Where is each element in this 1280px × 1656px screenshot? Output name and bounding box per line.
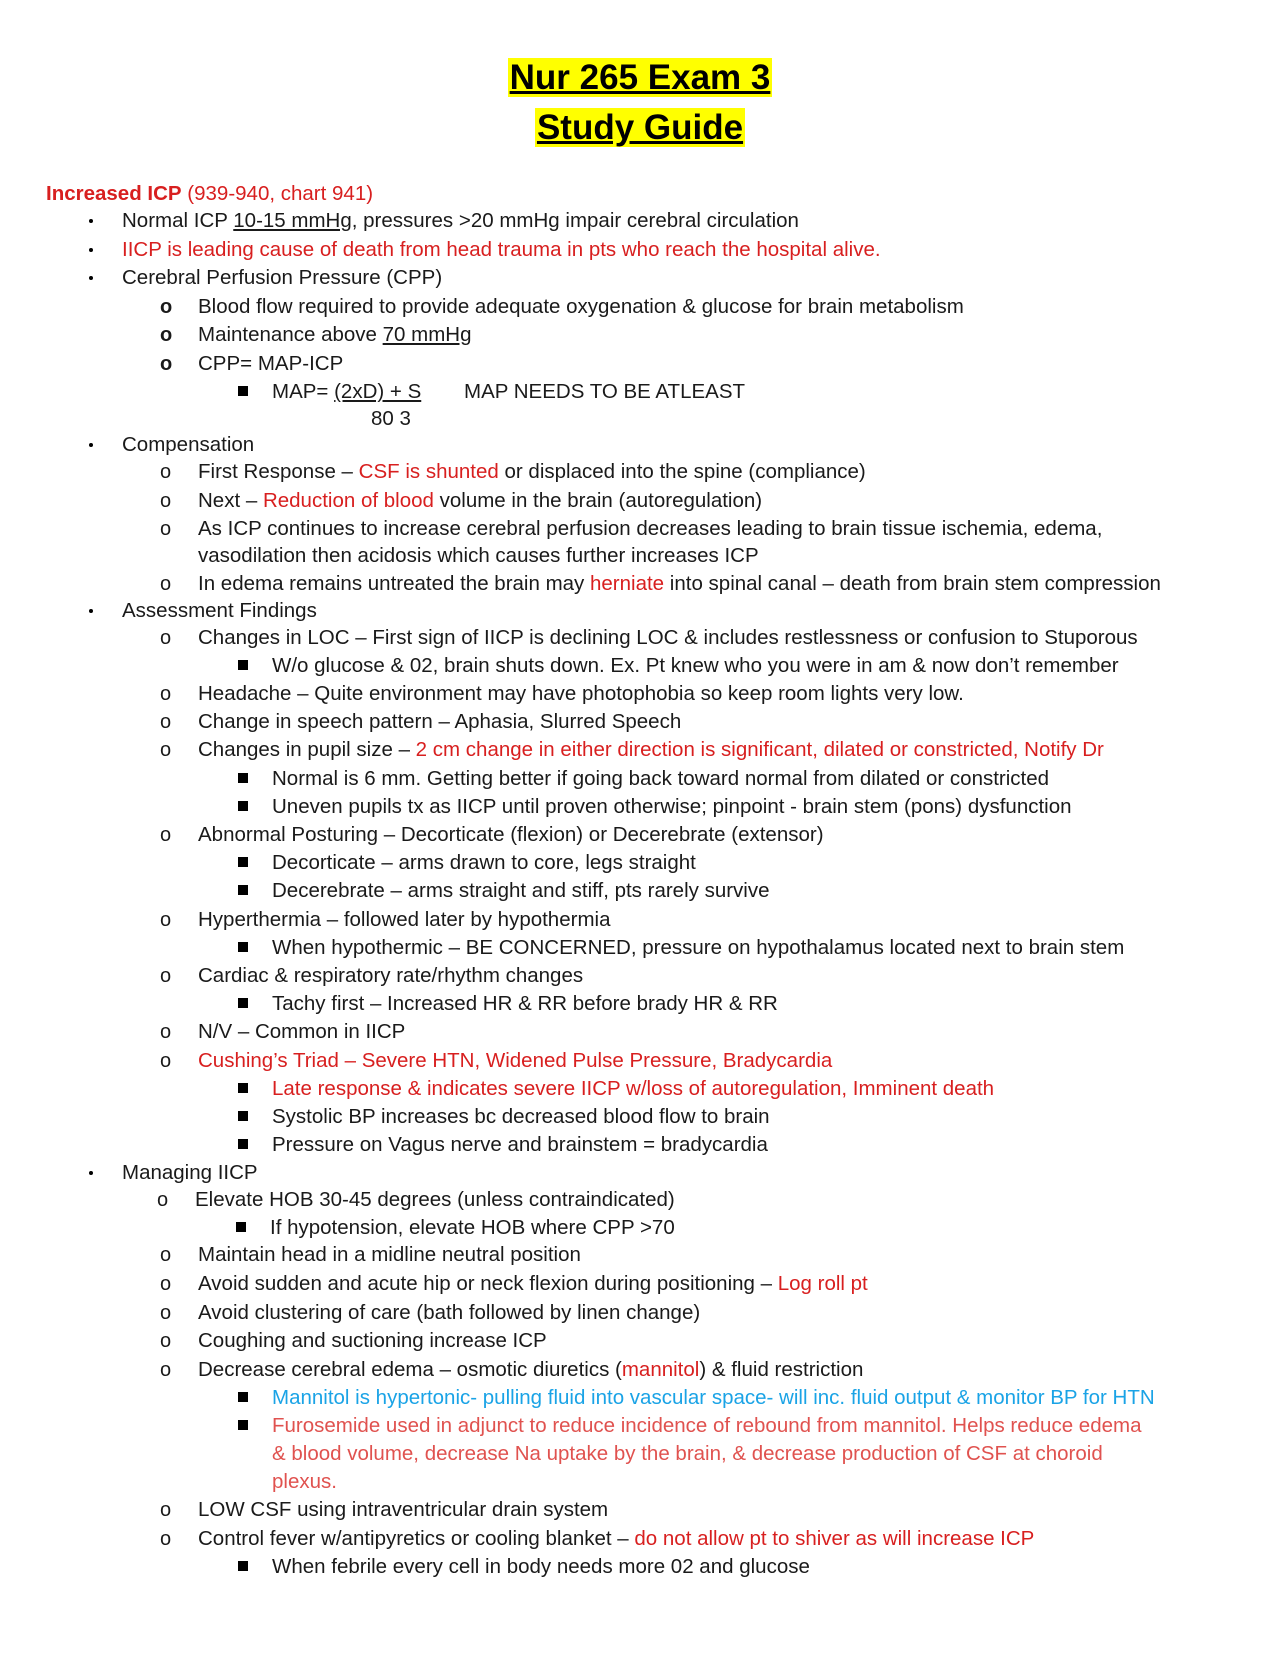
list-item: CPP= MAP-ICP — [198, 352, 344, 375]
circle-bullet-icon: o — [160, 1302, 172, 1324]
circle-bullet-icon: o — [160, 1330, 172, 1352]
list-item: Normal is 6 mm. Getting better if going back toward normal from dilated or constricted — [272, 767, 1050, 790]
list-item: Compensation — [122, 433, 255, 456]
list-item: Abnormal Posturing – Decorticate (flexion) or Decerebrate (extensor) — [198, 823, 824, 846]
circle-bullet-icon: o — [160, 711, 172, 733]
list-item: 80 3 — [371, 407, 411, 430]
bullet-icon — [89, 219, 93, 223]
list-item: Control fever w/antipyretics or cooling blanket – do not allow pt to shiver as will increase ICP — [198, 1527, 1035, 1550]
bullet-icon — [89, 1171, 93, 1175]
list-item: Next – Reduction of blood volume in the brain (autoregulation) — [198, 489, 763, 512]
list-item: MAP NEEDS TO BE ATLEAST — [464, 380, 746, 403]
list-item: Mannitol is hypertonic- pulling fluid into vascular space- will inc. fluid output & monitor BP for HTN — [272, 1386, 1155, 1409]
list-item: IICP is leading cause of death from head trauma in pts who reach the hospital alive. — [122, 238, 881, 261]
circle-bullet-icon: o — [160, 1273, 172, 1295]
list-item: Managing IICP — [122, 1161, 258, 1184]
circle-bullet-icon: o — [160, 965, 172, 987]
list-item: Avoid clustering of care (bath followed by linen change) — [198, 1301, 701, 1324]
circle-bullet-icon: o — [160, 1528, 172, 1550]
square-bullet-icon — [236, 1222, 246, 1232]
square-bullet-icon — [238, 773, 248, 783]
bullet-icon — [89, 443, 93, 447]
doc-title-line2: Study Guide — [536, 108, 744, 147]
list-item: Furosemide used in adjunct to reduce incidence of rebound from mannitol. Helps reduce edema — [272, 1414, 1142, 1437]
circle-bullet-icon: o — [160, 1244, 172, 1266]
list-item: Tachy first – Increased HR & RR before brady HR & RR — [272, 992, 778, 1015]
circle-bullet-icon: o — [160, 683, 172, 705]
list-item: Changes in LOC – First sign of IICP is declining LOC & includes restlessness or confusion to Stuporous — [198, 626, 1138, 649]
square-bullet-icon — [238, 1139, 248, 1149]
list-item: LOW CSF using intraventricular drain system — [198, 1498, 609, 1521]
section-heading: Increased ICP (939-940, chart 941) — [46, 182, 374, 205]
square-bullet-icon — [238, 942, 248, 952]
list-item: MAP= (2xD) + S — [272, 380, 422, 403]
circle-bullet-icon: o — [160, 909, 172, 931]
list-item: Pressure on Vagus nerve and brainstem = bradycardia — [272, 1133, 768, 1156]
circle-bullet-icon: o — [160, 518, 172, 540]
circle-bullet-icon: o — [160, 1021, 172, 1043]
list-item: Decrease cerebral edema – osmotic diuretics (mannitol) & fluid restriction — [198, 1358, 864, 1381]
list-item: Uneven pupils tx as IICP until proven otherwise; pinpoint - brain stem (pons) dysfunction — [272, 795, 1072, 818]
list-item-continuation: plexus. — [272, 1470, 337, 1493]
circle-bullet-icon: o — [160, 1499, 172, 1521]
list-item: N/V – Common in IICP — [198, 1020, 406, 1043]
circle-bullet-icon: o — [160, 824, 172, 846]
list-item: As ICP continues to increase cerebral perfusion decreases leading to brain tissue ischemia, edema, — [198, 517, 1103, 540]
list-item: When hypothermic – BE CONCERNED, pressure on hypothalamus located next to brain stem — [272, 936, 1125, 959]
square-bullet-icon — [238, 386, 248, 396]
square-bullet-icon — [238, 857, 248, 867]
circle-bullet-icon: o — [160, 739, 172, 761]
circle-bullet-icon: o — [157, 1189, 169, 1211]
list-item: Cerebral Perfusion Pressure (CPP) — [122, 266, 443, 289]
list-item: Maintain head in a midline neutral position — [198, 1243, 581, 1266]
list-item: Systolic BP increases bc decreased blood flow to brain — [272, 1105, 770, 1128]
list-item: Decorticate – arms drawn to core, legs straight — [272, 851, 696, 874]
list-item: Assessment Findings — [122, 599, 317, 622]
list-item: Cushing’s Triad – Severe HTN, Widened Pulse Pressure, Bradycardia — [198, 1049, 833, 1072]
circle-bullet-icon: o — [160, 324, 173, 346]
list-item-continuation: vasodilation then acidosis which causes further increases ICP — [198, 544, 759, 567]
square-bullet-icon — [238, 1111, 248, 1121]
circle-bullet-icon: o — [160, 573, 172, 595]
square-bullet-icon — [238, 1420, 248, 1430]
list-item: First Response – CSF is shunted or displaced into the spine (compliance) — [198, 460, 866, 483]
circle-bullet-icon: o — [160, 461, 172, 483]
list-item: Changes in pupil size – 2 cm change in either direction is significant, dilated or constricted, Notify Dr — [198, 738, 1104, 761]
circle-bullet-icon: o — [160, 296, 173, 318]
circle-bullet-icon: o — [160, 627, 172, 649]
list-item: Headache – Quite environment may have photophobia so keep room lights very low. — [198, 682, 964, 705]
list-item: Maintenance above 70 mmHg — [198, 323, 472, 346]
list-item: Late response & indicates severe IICP w/loss of autoregulation, Imminent death — [272, 1077, 995, 1100]
square-bullet-icon — [238, 1392, 248, 1402]
list-item: When febrile every cell in body needs more 02 and glucose — [272, 1555, 810, 1578]
square-bullet-icon — [238, 801, 248, 811]
square-bullet-icon — [238, 1083, 248, 1093]
circle-bullet-icon: o — [160, 353, 173, 375]
circle-bullet-icon: o — [160, 1359, 172, 1381]
doc-title-line1: Nur 265 Exam 3 — [509, 58, 771, 97]
list-item: In edema remains untreated the brain may herniate into spinal canal – death from brain stem compression — [198, 572, 1161, 595]
square-bullet-icon — [238, 998, 248, 1008]
list-item: Elevate HOB 30-45 degrees (unless contraindicated) — [195, 1188, 675, 1211]
square-bullet-icon — [238, 1561, 248, 1571]
list-item-continuation: & blood volume, decrease Na uptake by the brain, & decrease production of CSF at choroid — [272, 1442, 1103, 1465]
square-bullet-icon — [238, 660, 248, 670]
list-item: Avoid sudden and acute hip or neck flexion during positioning – Log roll pt — [198, 1272, 868, 1295]
bullet-icon — [89, 609, 93, 613]
list-item: Cardiac & respiratory rate/rhythm changes — [198, 964, 584, 987]
list-item: Decerebrate – arms straight and stiff, pts rarely survive — [272, 879, 770, 902]
circle-bullet-icon: o — [160, 490, 172, 512]
list-item: Hyperthermia – followed later by hypothermia — [198, 908, 611, 931]
circle-bullet-icon: o — [160, 1050, 172, 1072]
list-item: Change in speech pattern – Aphasia, Slurred Speech — [198, 710, 682, 733]
list-item: Normal ICP 10-15 mmHg, pressures >20 mmHg impair cerebral circulation — [122, 209, 799, 232]
list-item: Blood flow required to provide adequate oxygenation & glucose for brain metabolism — [198, 295, 964, 318]
bullet-icon — [89, 276, 93, 280]
list-item: W/o glucose & 02, brain shuts down. Ex. Pt knew who you were in am & now don’t remember — [272, 654, 1119, 677]
square-bullet-icon — [238, 885, 248, 895]
list-item: Coughing and suctioning increase ICP — [198, 1329, 547, 1352]
bullet-icon — [89, 248, 93, 252]
list-item: If hypotension, elevate HOB where CPP >70 — [270, 1216, 675, 1239]
